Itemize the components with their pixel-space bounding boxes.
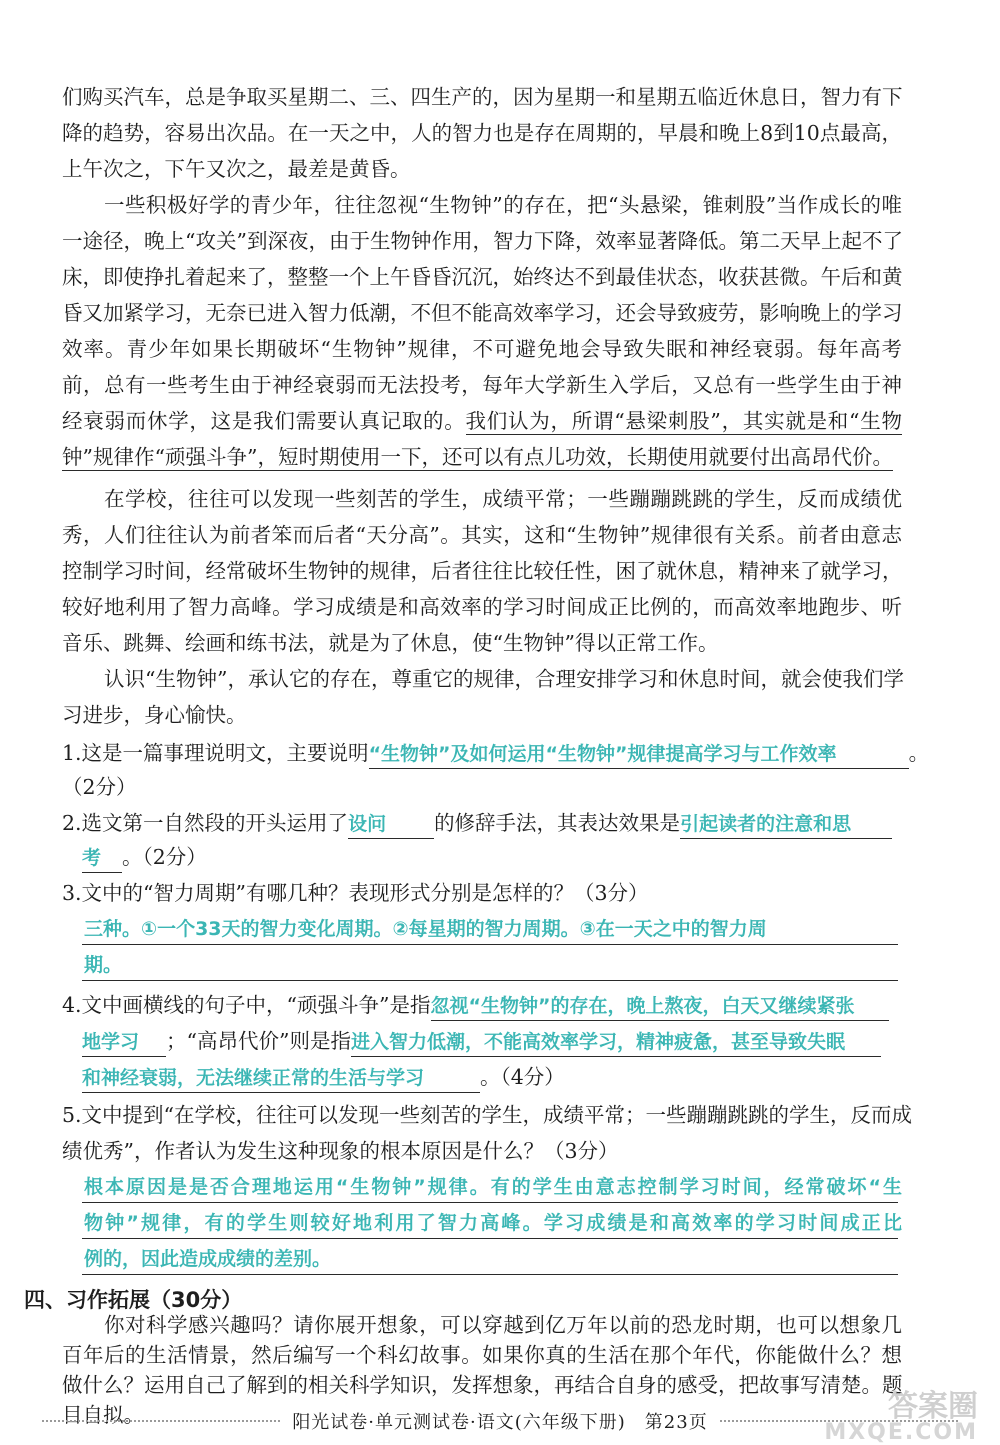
question-5: 5.文中提到“在学校，往往可以发现一些刻苦的学生，成绩平常；一些蹦蹦跳跳的学生，反而成 — [62, 1103, 913, 1127]
question-text: 1.这是一篇事理说明文，主要说明 — [62, 741, 369, 765]
prompt-line: 目自拟。 — [62, 1403, 144, 1427]
question-1-score: （2分） — [62, 775, 137, 799]
answer-field[interactable]: 设问 — [348, 810, 434, 839]
passage-line: 们购买汽车，总是争取买星期二、三、四生产的，因为星期一和星期五临近休息日，智力有下 — [62, 85, 903, 109]
passage-line: 前，总有一些考生由于神经衰弱而无法投考，每年大学新生入学后，又总有一些学生由于神 — [62, 373, 902, 397]
answer-line[interactable]: 三种。①一个33天的智力变化周期。②每星期的智力周期。③在一天之中的智力周 — [84, 918, 767, 940]
answer-field[interactable]: 地学习 — [82, 1028, 166, 1057]
passage-line — [62, 406, 902, 436]
passage-line: 习进步，身心愉快。 — [62, 703, 247, 727]
question-5: 绩优秀”，作者认为发生这种现象的根本原因是什么？（3分） — [62, 1139, 619, 1163]
question-3: 3.文中的“智力周期”有哪几种？表现形式分别是怎样的？（3分） — [62, 881, 649, 905]
passage-line — [62, 442, 902, 472]
question-text: 2.选文第一自然段的开头运用了 — [62, 811, 349, 835]
passage-line: 秀，人们往往认为前者笨而后者“天分高”。其实，这和“生物钟”规律很有关系。前者由意志 — [62, 523, 902, 547]
passage-line: 控制学习时间，经常破坏生物钟的规律，后者往往比较任性，困了就休息，精神来了就学习， — [62, 559, 903, 583]
answer-field[interactable]: 忽视“生物钟”的存在，晚上熬夜，白天又继续紧张 — [431, 992, 889, 1021]
passage-line: 一途径，晚上“攻关”到深夜，由于生物钟作用，智力下降，效率显著降低。第二天早上起不了 — [62, 229, 903, 253]
underlined-sentence: 钟”规律作“顽强斗争”，短时期使用一下，还可以有点儿功效，长期使用就要付出高昂代价。 — [62, 445, 893, 469]
question-2 — [62, 808, 902, 838]
answer-rule — [82, 944, 898, 945]
watermark-main: 答案圈 — [888, 1389, 978, 1424]
question-text: 。 — [908, 741, 930, 765]
answer-line[interactable]: 例的，因此造成成绩的差别。 — [84, 1248, 332, 1270]
passage-line: 音乐、跳舞、绘画和练书法，就是为了休息，使“生物钟”得以正常工作。 — [62, 631, 719, 655]
passage-line: 降的趋势，容易出次品。在一天之中，人的智力也是存在周期的，早晨和晚上8到10点最高， — [62, 121, 902, 145]
answer-line[interactable]: 根本原因是是否合理地运用“生物钟”规律。有的学生由意志控制学习时间，经常破坏“生 — [84, 1176, 902, 1198]
passage-line: 认识“生物钟”，承认它的存在，尊重它的规律，合理安排学习和休息时间，就会使我们学 — [104, 667, 904, 691]
question-text: ；“高昂代价”则是指 — [166, 1029, 351, 1053]
underlined-sentence: 我们认为，所谓“悬梁刺股”，其实就是和“生物 — [465, 409, 902, 433]
footer-text: 阳光试卷·单元测试卷·语文(六年级下册) 第23页 — [292, 1412, 708, 1433]
question-4-cont — [62, 1026, 902, 1056]
prompt-line: 你对科学感兴趣吗？请你展开想象，可以穿越到亿万年以前的恐龙时期，也可以想象几 — [104, 1313, 902, 1337]
answer-line[interactable]: 物钟”规律，有的学生则较好地利用了智力高峰。学习成绩是和高效率的学习时间成正比 — [84, 1212, 902, 1234]
passage-line: 床，即使挣扎着起来了，整整一个上午昏昏沉沉，始终达不到最佳状态，收获甚微。午后和黄 — [62, 265, 903, 289]
answer-field[interactable]: 引起读者的注意和思 — [680, 810, 892, 839]
section-title: 四、习作拓展（30分） — [24, 1288, 243, 1312]
question-text: 。（4分） — [480, 1065, 565, 1089]
answer-rule — [82, 980, 898, 981]
question-2-cont — [62, 842, 902, 872]
question-1 — [62, 738, 930, 768]
passage-line: 效率。青少年如果长期破坏“生物钟”规律，不可避免地会导致失眠和神经衰弱。每年高考 — [62, 337, 902, 361]
watermark-logo — [768, 1389, 978, 1445]
question-4 — [62, 990, 902, 1020]
question-text: 的修辞手法，其表达效果是 — [434, 811, 681, 835]
answer-field[interactable]: “生物钟”及如何运用“生物钟”规律提高学习与工作效率 — [369, 740, 909, 769]
answer-field[interactable]: 和神经衰弱，无法继续正常的生活与学习 — [82, 1064, 480, 1093]
watermark-sub: MXQE.COM — [824, 1420, 978, 1445]
passage-line: 一些积极好学的青少年，往往忽视“生物钟”的存在，把“头悬梁，锥刺股”当作成长的唯 — [104, 193, 902, 217]
question-4-cont — [62, 1062, 902, 1092]
answer-field[interactable]: 考 — [82, 844, 122, 873]
prompt-line: 百年后的生活情景，然后编写一个科幻故事。如果你真的生活在那个年代，你能做什么？想 — [62, 1343, 902, 1367]
answer-rule — [82, 1274, 898, 1275]
footer-divider — [42, 1420, 280, 1422]
question-text: 。（2分） — [122, 845, 207, 869]
answer-rule — [82, 1202, 898, 1203]
passage-line: 上午次之，下午又次之，最差是黄昏。 — [62, 157, 411, 181]
answer-field[interactable]: 进入智力低潮，不能高效率学习，精神疲惫，甚至导致失眠 — [351, 1028, 881, 1057]
question-text: 4.文中画横线的句子中，“顽强斗争”是指 — [62, 993, 431, 1017]
passage-text: 经衰弱而休学，这是我们需要认真记取的。 — [62, 409, 466, 433]
prompt-line: 做什么？运用自己了解到的相关科学知识，发挥想象，再结合自身的感受，把故事写清楚。题 — [62, 1373, 903, 1397]
passage-line: 昏又加紧学习，无奈已进入智力低潮，不但不能高效率学习，还会导致疲劳，影响晚上的学习 — [62, 301, 903, 325]
passage-line: 在学校，往往可以发现一些刻苦的学生，成绩平常；一些蹦蹦跳跳的学生，反而成绩优 — [104, 487, 902, 511]
answer-line[interactable]: 期。 — [84, 954, 123, 976]
answer-rule — [82, 1238, 898, 1239]
passage-line: 较好地利用了智力高峰。学习成绩是和高效率的学习时间成正比例的，而高效率地跑步、听 — [62, 595, 902, 619]
